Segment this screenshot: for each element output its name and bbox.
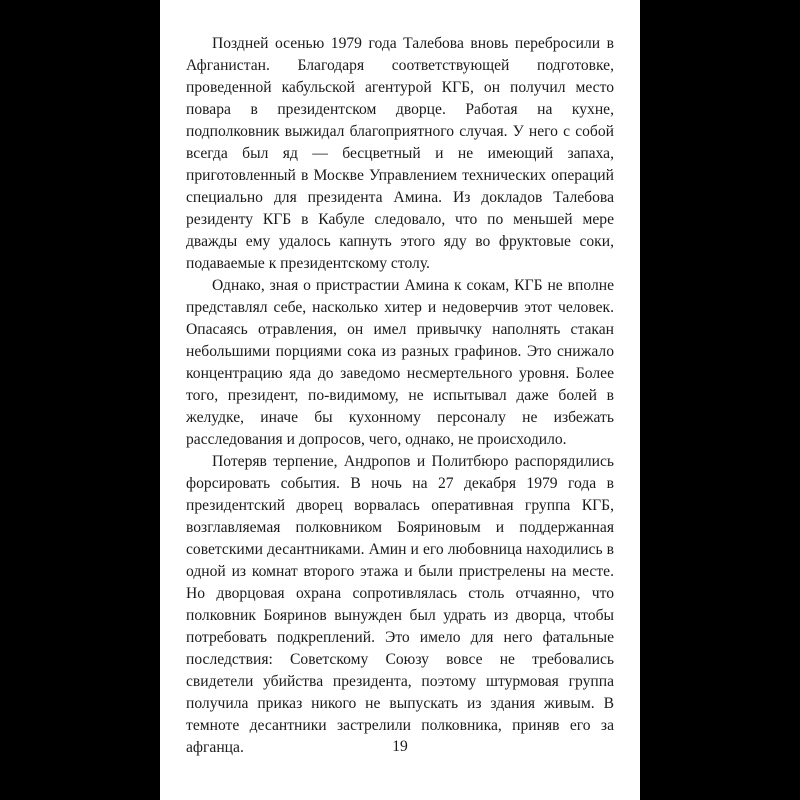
left-margin-bar [0, 0, 160, 800]
page-number: 19 [392, 738, 408, 755]
paragraph-2: Однако, зная о пристрастии Амина к сокам, КГБ не вполне представлял себе, насколько хитер и недоверчив этот человек. Опасаясь отравления, он имел привычку наполнять стакан небольшими порциями сока из разных графинов. Это снижало концентрацию яда до заведомо несмертельного уровня. Более того, президент, по-видимому, не испытывал даже болей в желудке, иначе бы кухонному персоналу не избежать расследования и допросов, чего, однако, не происходило. [186, 277, 614, 448]
right-margin-bar [640, 0, 800, 800]
paragraph-1: Поздней осенью 1979 года Талебова вновь перебросили в Афганистан. Благодаря соответствующей подготовке, проведенной кабульской агентурой КГБ, он получил место повара в президентском дворце. Работая на кухне, подполковник выжидал благоприятного случая. У него с собой всегда был яд — бесцветный и не имеющий запаха, приготовленный в Москве Управлением технических операций специально для президента Амина. Из докладов Талебова резиденту КГБ в Кабуле следовало, что по меньшей мере дважды ему удалось капнуть этого яду во фруктовые соки, подаваемые к президентскому столу. [186, 35, 614, 272]
paragraph-3: Потеряв терпение, Андропов и Политбюро распорядились форсировать события. В ночь на 27 декабря 1979 года в президентский дворец ворвалась оперативная группа КГБ, возглавляемая полковником Бояриновым и поддержанная советскими десантниками. Амин и его любовница находились в одной из комнат второго этажа и были пристрелены на месте. Но дворцовая охрана сопротивлялась столь отчаянно, что полковник Бояринов вынужден был удрать из дворца, чтобы потребовать подкреплений. Это имело для него фатальные последствия: Советскому Союзу вовсе не требовались свидетели убийства президента, поэтому штурмовая группа получила приказ никого не выпускать из здания живым. В темноте десантники застрелили полковника, приняв его за афганца. [186, 453, 614, 756]
body-text [186, 33, 614, 759]
